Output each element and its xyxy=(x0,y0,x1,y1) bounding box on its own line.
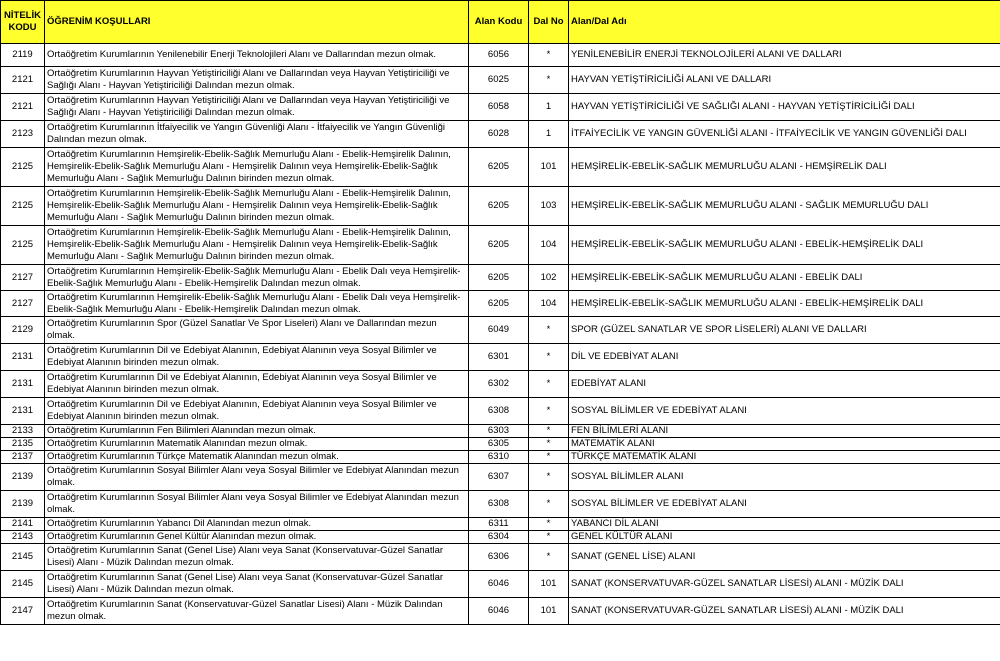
dal-no-cell: * xyxy=(529,451,569,464)
alan-dal-adi-cell: HEMŞİRELİK-EBELİK-SAĞLIK MEMURLUĞU ALANI - SAĞLIK MEMURLUĞU DALI xyxy=(569,187,1000,226)
table-row xyxy=(1,148,1000,187)
nitelik-kodu-cell: 2141 xyxy=(1,518,45,531)
table-row xyxy=(1,187,1000,226)
ogrenim-kosulu-cell: Ortaöğretim Kurumlarının Hemşirelik-Ebelik-Sağlık Memurluğu Alanı - Ebelik Dalı veya Hemşirelik-Ebelik-Sağlık Memurluğu Alanı - Ebelik-Hemşirelik Dalından mezun olmak. xyxy=(45,291,469,317)
header-kosul: ÖĞRENİM KOŞULLARI xyxy=(45,1,469,44)
alan-dal-adi-cell: HAYVAN YETİŞTİRİCİLİĞİ VE SAĞLIĞI ALANI - HAYVAN YETİŞTİRİCİLİĞİ DALI xyxy=(569,94,1000,121)
alan-kodu-cell: 6306 xyxy=(469,544,529,571)
dal-no-cell: 101 xyxy=(529,571,569,598)
table-row xyxy=(1,451,1000,464)
header-kod: NİTELİK KODU xyxy=(1,1,45,44)
alan-kodu-cell: 6301 xyxy=(469,344,529,371)
dal-no-cell: * xyxy=(529,491,569,518)
ogrenim-kosulu-cell: Ortaöğretim Kurumlarının Sanat (Genel Lise) Alanı veya Sanat (Konservatuvar-Güzel Sanatlar Lisesi) Alanı - Müzik Dalından mezun olmak. xyxy=(45,544,469,571)
table-row xyxy=(1,317,1000,344)
alan-dal-adi-cell: TÜRKÇE MATEMATİK ALANI xyxy=(569,451,1000,464)
ogrenim-kosulu-cell: Ortaöğretim Kurumlarının Dil ve Edebiyat Alanının, Edebiyat Alanının veya Sosyal Bilimler ve Edebiyat Alanının birinden mezun olmak. xyxy=(45,371,469,398)
dal-no-cell: 104 xyxy=(529,291,569,317)
nitelik-kodu-cell: 2131 xyxy=(1,344,45,371)
ogrenim-kosulu-cell: Ortaöğretim Kurumlarının Sosyal Bilimler Alanı veya Sosyal Bilimler ve Edebiyat Alanından mezun olmak. xyxy=(45,491,469,518)
alan-dal-adi-cell: YABANCI DİL ALANI xyxy=(569,518,1000,531)
alan-dal-adi-cell: SANAT (KONSERVATUVAR-GÜZEL SANATLAR LİSESİ) ALANI - MÜZİK DALI xyxy=(569,598,1000,625)
nitelik-kodu-cell: 2143 xyxy=(1,531,45,544)
alan-kodu-cell: 6302 xyxy=(469,371,529,398)
header-alan-dal-adi: Alan/Dal Adı xyxy=(569,1,1000,44)
alan-kodu-cell: 6308 xyxy=(469,398,529,425)
nitelik-kodu-cell: 2129 xyxy=(1,317,45,344)
nitelik-kodu-cell: 2139 xyxy=(1,491,45,518)
ogrenim-kosulu-cell: Ortaöğretim Kurumlarının Türkçe Matematik Alanından mezun olmak. xyxy=(45,451,469,464)
table-row xyxy=(1,121,1000,148)
alan-kodu-cell: 6205 xyxy=(469,291,529,317)
dal-no-cell: * xyxy=(529,317,569,344)
alan-dal-adi-cell: SANAT (GENEL LİSE) ALANI xyxy=(569,544,1000,571)
nitelik-kodu-cell: 2125 xyxy=(1,226,45,265)
ogrenim-kosulu-cell: Ortaöğretim Kurumlarının Dil ve Edebiyat Alanının, Edebiyat Alanının veya Sosyal Bilimler ve Edebiyat Alanının birinden mezun olmak. xyxy=(45,398,469,425)
alan-dal-adi-cell: SOSYAL BİLİMLER VE EDEBİYAT ALANI xyxy=(569,491,1000,518)
nitelik-kodu-cell: 2123 xyxy=(1,121,45,148)
alan-dal-adi-cell: FEN BİLİMLERİ ALANI xyxy=(569,425,1000,438)
ogrenim-kosulu-cell: Ortaöğretim Kurumlarının Matematik Alanından mezun olmak. xyxy=(45,438,469,451)
alan-dal-adi-cell: GENEL KÜLTÜR ALANI xyxy=(569,531,1000,544)
table-row xyxy=(1,398,1000,425)
table-row xyxy=(1,44,1000,67)
ogrenim-kosulu-cell: Ortaöğretim Kurumlarının Fen Bilimleri Alanından mezun olmak. xyxy=(45,425,469,438)
alan-dal-adi-cell: MATEMATİK ALANI xyxy=(569,438,1000,451)
alan-kodu-cell: 6307 xyxy=(469,464,529,491)
table-row xyxy=(1,425,1000,438)
nitelik-kodu-cell: 2121 xyxy=(1,94,45,121)
ogrenim-kosulu-cell: Ortaöğretim Kurumlarının Dil ve Edebiyat Alanının, Edebiyat Alanının veya Sosyal Bilimler ve Edebiyat Alanının birinden mezun olmak. xyxy=(45,344,469,371)
nitelik-kodu-cell: 2127 xyxy=(1,291,45,317)
nitelik-kodu-cell: 2147 xyxy=(1,598,45,625)
nitelik-kodu-cell: 2131 xyxy=(1,371,45,398)
dal-no-cell: * xyxy=(529,44,569,67)
ogrenim-kosulu-cell: Ortaöğretim Kurumlarının Hayvan Yetiştiriciliği Alanı ve Dallarından veya Hayvan Yetiştiriciliği ve Sağlığı Alanı - Hayvan Yetiştiriciliği Dalından mezun olmak. xyxy=(45,94,469,121)
nitelik-kodu-cell: 2139 xyxy=(1,464,45,491)
dal-no-cell: * xyxy=(529,531,569,544)
dal-no-cell: 103 xyxy=(529,187,569,226)
dal-no-cell: * xyxy=(529,438,569,451)
table-row xyxy=(1,598,1000,625)
table-row xyxy=(1,571,1000,598)
ogrenim-kosulu-cell: Ortaöğretim Kurumlarının Hayvan Yetiştiriciliği Alanı ve Dallarından veya Hayvan Yetiştiriciliği ve Sağlığı Alanı - Hayvan Yetiştiriciliği Dalından mezun olmak. xyxy=(45,67,469,94)
alan-kodu-cell: 6310 xyxy=(469,451,529,464)
header-row xyxy=(1,1,1000,44)
alan-dal-adi-cell: HEMŞİRELİK-EBELİK-SAĞLIK MEMURLUĞU ALANI - EBELİK-HEMŞİRELİK DALI xyxy=(569,291,1000,317)
dal-no-cell: * xyxy=(529,518,569,531)
table-row xyxy=(1,438,1000,451)
alan-kodu-cell: 6205 xyxy=(469,226,529,265)
alan-kodu-cell: 6046 xyxy=(469,598,529,625)
ogrenim-kosulu-cell: Ortaöğretim Kurumlarının Hemşirelik-Ebelik-Sağlık Memurluğu Alanı - Ebelik-Hemşirelik Dalının, Hemşirelik-Ebelik-Sağlık Memurluğu Alanı - Hemşirelik Dalının veya Hemşirelik-Ebelik-Sağlık Memurluğu Alanı - Sağlık Memurluğu Dalının birinden mezun olmak. xyxy=(45,148,469,187)
ogrenim-kosulu-cell: Ortaöğretim Kurumlarının Yenilenebilir Enerji Teknolojileri Alanı ve Dallarından mezun olmak. xyxy=(45,44,469,67)
table-row xyxy=(1,226,1000,265)
alan-dal-adi-cell: SOSYAL BİLİMLER VE EDEBİYAT ALANI xyxy=(569,398,1000,425)
dal-no-cell: * xyxy=(529,398,569,425)
alan-dal-adi-cell: SOSYAL BİLİMLER ALANI xyxy=(569,464,1000,491)
nitelik-kodu-cell: 2131 xyxy=(1,398,45,425)
alan-dal-adi-cell: SANAT (KONSERVATUVAR-GÜZEL SANATLAR LİSESİ) ALANI - MÜZİK DALI xyxy=(569,571,1000,598)
ogrenim-kosulu-cell: Ortaöğretim Kurumlarının Genel Kültür Alanından mezun olmak. xyxy=(45,531,469,544)
ogrenim-kosulu-cell: Ortaöğretim Kurumlarının Yabancı Dil Alanından mezun olmak. xyxy=(45,518,469,531)
table-row xyxy=(1,344,1000,371)
dal-no-cell: 101 xyxy=(529,598,569,625)
alan-dal-adi-cell: HEMŞİRELİK-EBELİK-SAĞLIK MEMURLUĞU ALANI - EBELİK-HEMŞİRELİK DALI xyxy=(569,226,1000,265)
nitelik-kodu-cell: 2137 xyxy=(1,451,45,464)
table-row xyxy=(1,371,1000,398)
dal-no-cell: 104 xyxy=(529,226,569,265)
alan-dal-adi-cell: HEMŞİRELİK-EBELİK-SAĞLIK MEMURLUĞU ALANI - EBELİK DALI xyxy=(569,265,1000,291)
ogrenim-kosulu-cell: Ortaöğretim Kurumlarının Hemşirelik-Ebelik-Sağlık Memurluğu Alanı - Ebelik Dalı veya Hemşirelik-Ebelik-Sağlık Memurluğu Alanı - Ebelik-Hemşirelik Dalından mezun olmak. xyxy=(45,265,469,291)
alan-dal-adi-cell: HEMŞİRELİK-EBELİK-SAĞLIK MEMURLUĞU ALANI - HEMŞİRELİK DALI xyxy=(569,148,1000,187)
alan-dal-adi-cell: DİL VE EDEBİYAT ALANI xyxy=(569,344,1000,371)
alan-dal-adi-cell: HAYVAN YETİŞTİRİCİLİĞİ ALANI VE DALLARI xyxy=(569,67,1000,94)
table-row xyxy=(1,67,1000,94)
alan-kodu-cell: 6205 xyxy=(469,187,529,226)
dal-no-cell: * xyxy=(529,464,569,491)
nitelik-kodu-cell: 2125 xyxy=(1,148,45,187)
dal-no-cell: * xyxy=(529,544,569,571)
ogrenim-kosulu-cell: Ortaöğretim Kurumlarının Sosyal Bilimler Alanı veya Sosyal Bilimler ve Edebiyat Alanından mezun olmak. xyxy=(45,464,469,491)
dal-no-cell: 1 xyxy=(529,94,569,121)
table-row xyxy=(1,464,1000,491)
table-row xyxy=(1,491,1000,518)
alan-kodu-cell: 6305 xyxy=(469,438,529,451)
ogrenim-kosulu-cell: Ortaöğretim Kurumlarının Spor (Güzel Sanatlar Ve Spor Liseleri) Alanı ve Dallarından mezun olmak. xyxy=(45,317,469,344)
dal-no-cell: * xyxy=(529,67,569,94)
dal-no-cell: 101 xyxy=(529,148,569,187)
alan-kodu-cell: 6049 xyxy=(469,317,529,344)
alan-kodu-cell: 6025 xyxy=(469,67,529,94)
dal-no-cell: * xyxy=(529,371,569,398)
dal-no-cell: * xyxy=(529,425,569,438)
table-row xyxy=(1,265,1000,291)
alan-dal-adi-cell: EDEBİYAT ALANI xyxy=(569,371,1000,398)
table-row xyxy=(1,544,1000,571)
ogrenim-kosulu-cell: Ortaöğretim Kurumlarının Sanat (Konservatuvar-Güzel Sanatlar Lisesi) Alanı - Müzik Dalından mezun olmak. xyxy=(45,598,469,625)
alan-kodu-cell: 6046 xyxy=(469,571,529,598)
ogrenim-kosulu-cell: Ortaöğretim Kurumlarının Hemşirelik-Ebelik-Sağlık Memurluğu Alanı - Ebelik-Hemşirelik Dalının, Hemşirelik-Ebelik-Sağlık Memurluğu Alanı - Hemşirelik Dalının veya Hemşirelik-Ebelik-Sağlık Memurluğu Alanı - Sağlık Memurluğu Dalının birinden mezun olmak. xyxy=(45,226,469,265)
header-alan-kodu: Alan Kodu xyxy=(469,1,529,44)
header-dal-no: Dal No xyxy=(529,1,569,44)
dal-no-cell: 102 xyxy=(529,265,569,291)
alan-kodu-cell: 6028 xyxy=(469,121,529,148)
alan-kodu-cell: 6058 xyxy=(469,94,529,121)
alan-kodu-cell: 6205 xyxy=(469,265,529,291)
alan-kodu-cell: 6056 xyxy=(469,44,529,67)
nitelik-kodu-cell: 2145 xyxy=(1,571,45,598)
table-row xyxy=(1,531,1000,544)
ogrenim-kosulu-cell: Ortaöğretim Kurumlarının Hemşirelik-Ebelik-Sağlık Memurluğu Alanı - Ebelik-Hemşirelik Dalının, Hemşirelik-Ebelik-Sağlık Memurluğu Alanı - Hemşirelik Dalının veya Hemşirelik-Ebelik-Sağlık Memurluğu Alanı - Sağlık Memurluğu Dalının birinden mezun olmak. xyxy=(45,187,469,226)
table-row xyxy=(1,518,1000,531)
alan-kodu-cell: 6205 xyxy=(469,148,529,187)
alan-kodu-cell: 6308 xyxy=(469,491,529,518)
nitelik-kodu-cell: 2119 xyxy=(1,44,45,67)
ogrenim-kosulu-cell: Ortaöğretim Kurumlarının Sanat (Genel Lise) Alanı veya Sanat (Konservatuvar-Güzel Sanatlar Lisesi) Alanı - Müzik Dalından mezun olmak. xyxy=(45,571,469,598)
dal-no-cell: * xyxy=(529,344,569,371)
alan-kodu-cell: 6311 xyxy=(469,518,529,531)
ogrenim-kosulu-cell: Ortaöğretim Kurumlarının İtfaiyecilik ve Yangın Güvenliği Alanı - İtfaiyecilik ve Yangın Güvenliği Dalından mezun olmak. xyxy=(45,121,469,148)
nitelik-kodu-cell: 2133 xyxy=(1,425,45,438)
table-row xyxy=(1,291,1000,317)
alan-dal-adi-cell: YENİLENEBİLİR ENERJİ TEKNOLOJİLERİ ALANI VE DALLARI xyxy=(569,44,1000,67)
nitelik-kodu-cell: 2125 xyxy=(1,187,45,226)
table-row xyxy=(1,94,1000,121)
alan-kodu-cell: 6304 xyxy=(469,531,529,544)
nitelik-kodu-cell: 2145 xyxy=(1,544,45,571)
nitelik-kodu-cell: 2121 xyxy=(1,67,45,94)
nitelik-kodu-cell: 2135 xyxy=(1,438,45,451)
alan-kodu-cell: 6303 xyxy=(469,425,529,438)
alan-dal-adi-cell: İTFAİYECİLİK VE YANGIN GÜVENLİĞİ ALANI - İTFAİYECİLİK VE YANGIN GÜVENLİĞİ DALI xyxy=(569,121,1000,148)
alan-dal-adi-cell: SPOR (GÜZEL SANATLAR VE SPOR LİSELERİ) ALANI VE DALLARI xyxy=(569,317,1000,344)
dal-no-cell: 1 xyxy=(529,121,569,148)
nitelik-kodu-cell: 2127 xyxy=(1,265,45,291)
